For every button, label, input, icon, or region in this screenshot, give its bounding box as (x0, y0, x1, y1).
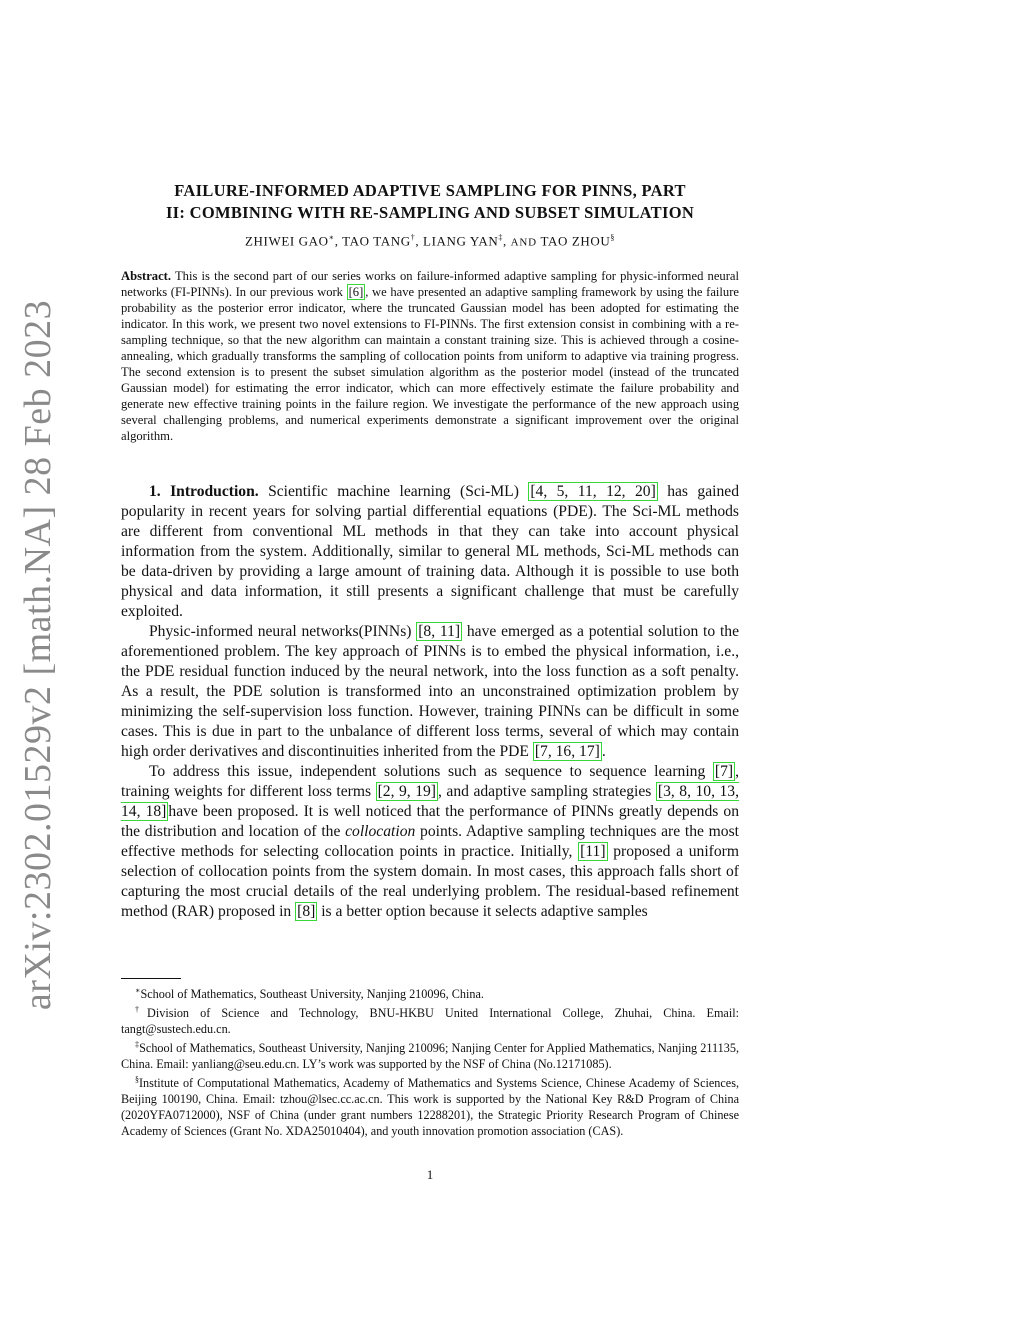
citation-link[interactable]: [7] (714, 763, 734, 780)
citation-link[interactable]: [8, 11] (418, 623, 461, 640)
author-footnote-mark: § (610, 233, 615, 242)
paragraph-text: , training weights for different loss terms (121, 763, 739, 800)
footnote-mark: † (135, 1005, 148, 1015)
citation-link[interactable]: [3, 8, 10, 13, 14, 18] (121, 783, 739, 820)
author-name: ZHIWEI GAO (245, 233, 329, 249)
paragraph-text: points. Adaptive sampling techniques are the most effective methods for selecting collocation points in practice. Initially, (121, 823, 739, 860)
author-name: LIANG YAN (423, 233, 499, 249)
author-footnote-mark: ‡ (498, 233, 503, 242)
footnote-2 (121, 1002, 739, 1037)
abstract-label: Abstract. (121, 269, 172, 283)
footnote-mark: § (135, 1075, 139, 1085)
paper-title (110, 180, 750, 224)
footnote-1 (121, 983, 739, 1002)
paragraph-text: Physic-informed neural networks(PINNs) (149, 623, 417, 640)
intro-paragraph-2 (121, 622, 739, 762)
intro-paragraph-1 (121, 482, 739, 622)
citation-link[interactable]: [8] (297, 903, 316, 920)
author-list (110, 233, 750, 249)
author-separator: , (502, 233, 511, 249)
paragraph-text: is a better option because it selects adaptive samples (317, 903, 648, 920)
paragraph-text: has gained popularity in recent years for solving partial differential equations (PDE). The Sci-ML methods are different from conventional ML methods in that they can take into account physical information from the system. Additionally, similar to general ML methods, Sci-ML methods can be data-driven by providing a large amount of training data. Although it is possible to use both physical and data information, it still presents a significant challenge that must be carefully exploited. (121, 483, 739, 620)
paragraph-text: have emerged as a potential solution to the aforementioned problem. The key approach of PINNs is to embed the physical information, i.e., the PDE residual function induced by the neural network, into the loss function as a soft penalty. As a result, the PDE solution is transformed into an unconstrained optimization problem by minimizing the self-supervision loss function. However, training PINNs can be difficult in some cases. This is due in part to the unbalance of different loss terms, several of which may contain high order derivatives and discontinuities inherited from the PDE (121, 623, 740, 760)
emphasis-text: collocation (345, 823, 416, 840)
citation-link[interactable]: [4, 5, 11, 12, 20] (530, 483, 656, 500)
paragraph-text: . (601, 743, 606, 760)
citation-link[interactable]: [11] (580, 843, 606, 860)
author-footnote-mark: ∗ (328, 233, 335, 242)
author-footnote-mark: † (410, 233, 416, 242)
title-line-1: FAILURE-INFORMED ADAPTIVE SAMPLING FOR PINNS, PART (174, 181, 686, 200)
paragraph-text: have been proposed. It is well noticed that the performance of PINNs greatly depends on the distribution and location of the (121, 803, 739, 840)
author-separator: , (415, 233, 424, 249)
paragraph-text: proposed a uniform selection of collocation points from the system domain. In most cases, this approach falls short of capturing the most crucial details of the real underlying problem. The residual-based refinement method (RAR) proposed in (121, 843, 739, 920)
footnote-text: School of Mathematics, Southeast University, Nanjing 210096; Nanjing Center for Applied Mathematics, Nanjing 211135, China. Email: yanliang@seu.edu.cn. LY’s work was supported by the NSF of China (No.12171085). (121, 1041, 740, 1072)
citation-link[interactable]: [7, 16, 17] (534, 743, 600, 760)
title-line-2: II: COMBINING WITH RE-SAMPLING AND SUBSET SIMULATION (165, 203, 695, 222)
paragraph-text: Scientific machine learning (Sci-ML) (258, 483, 529, 500)
footnote-divider (121, 978, 181, 979)
arxiv-identifier: arXiv:2302.01529v2 [math.NA] 28 Feb 2023 (17, 299, 60, 1011)
section-heading: 1. Introduction. (149, 483, 259, 500)
footnote-mark: ‡ (135, 1040, 140, 1050)
introduction-section (121, 482, 739, 922)
author-name: TAO TANG (342, 233, 411, 249)
footnote-text: Institute of Computational Mathematics, Academy of Mathematics and Systems Science, Chinese Academy of Sciences, Beijing 100190, China. Email: tzhou@lsec.cc.ac.cn. This work is supported by the National Key R&D Program of China (2020YFA0712000), NSF of China (under grant numbers 12288201), the Strategic Priority Research Program of Chinese Academy of Sciences (Grant No. XDA25010404), and youth innovation promotion association (CAS). (121, 1076, 739, 1139)
footnote-text: School of Mathematics, Southeast University, Nanjing 210096, China. (140, 987, 484, 1002)
paragraph-text: To address this issue, independent solutions such as sequence to sequence learning (149, 763, 713, 780)
author-name: TAO ZHOU (540, 233, 611, 249)
footnote-mark: ∗ (135, 986, 141, 995)
author-conjunction: AND (510, 236, 537, 249)
footnotes (121, 983, 739, 1139)
citation-link[interactable]: [2, 9, 19] (377, 783, 436, 800)
author-separator: , (334, 233, 343, 249)
page-number: 1 (426, 1167, 434, 1182)
abstract-text: This is the second part of our series works on failure-informed adaptive sampling for physic-informed neural networks (FI-PINNs). In our previous work (121, 269, 739, 299)
paragraph-text: , and adaptive sampling strategies (438, 783, 656, 800)
footnote-text: Division of Science and Technology, BNU-HKBU United International College, Zhuhai, China. Email: tangt@sustech.edu.cn. (121, 1006, 739, 1037)
footnote-3 (121, 1037, 739, 1072)
intro-paragraph-3 (121, 762, 739, 922)
abstract-text: , we have presented an adaptive sampling framework by using the failure probability as the posterior error indicator, where the truncated Gaussian model has been adopted for estimating the indicator. In this work, we present two novel extensions to FI-PINNs. The first extension consist in combining with a re-sampling technique, so that the new algorithm can maintain a constant training size. This is achieved through a cosine-annealing, which gradually transforms the sampling of collocation points from uniform to adaptive via training progress. The second extension is to present the subset simulation algorithm as the posterior model (instead of the truncated Gaussian model) for estimating the error indicator, which can more effectively estimate the failure probability and generate new effective training points in the failure region. We investigate the performance of the new approach using several challenging problems, and numerical experiments demonstrate a significant improvement over the original algorithm. (121, 285, 740, 443)
arxiv-side-stamp (6, 299, 70, 1011)
footnote-4 (121, 1072, 739, 1139)
citation-link[interactable]: [6] (348, 285, 364, 299)
abstract (121, 268, 739, 444)
